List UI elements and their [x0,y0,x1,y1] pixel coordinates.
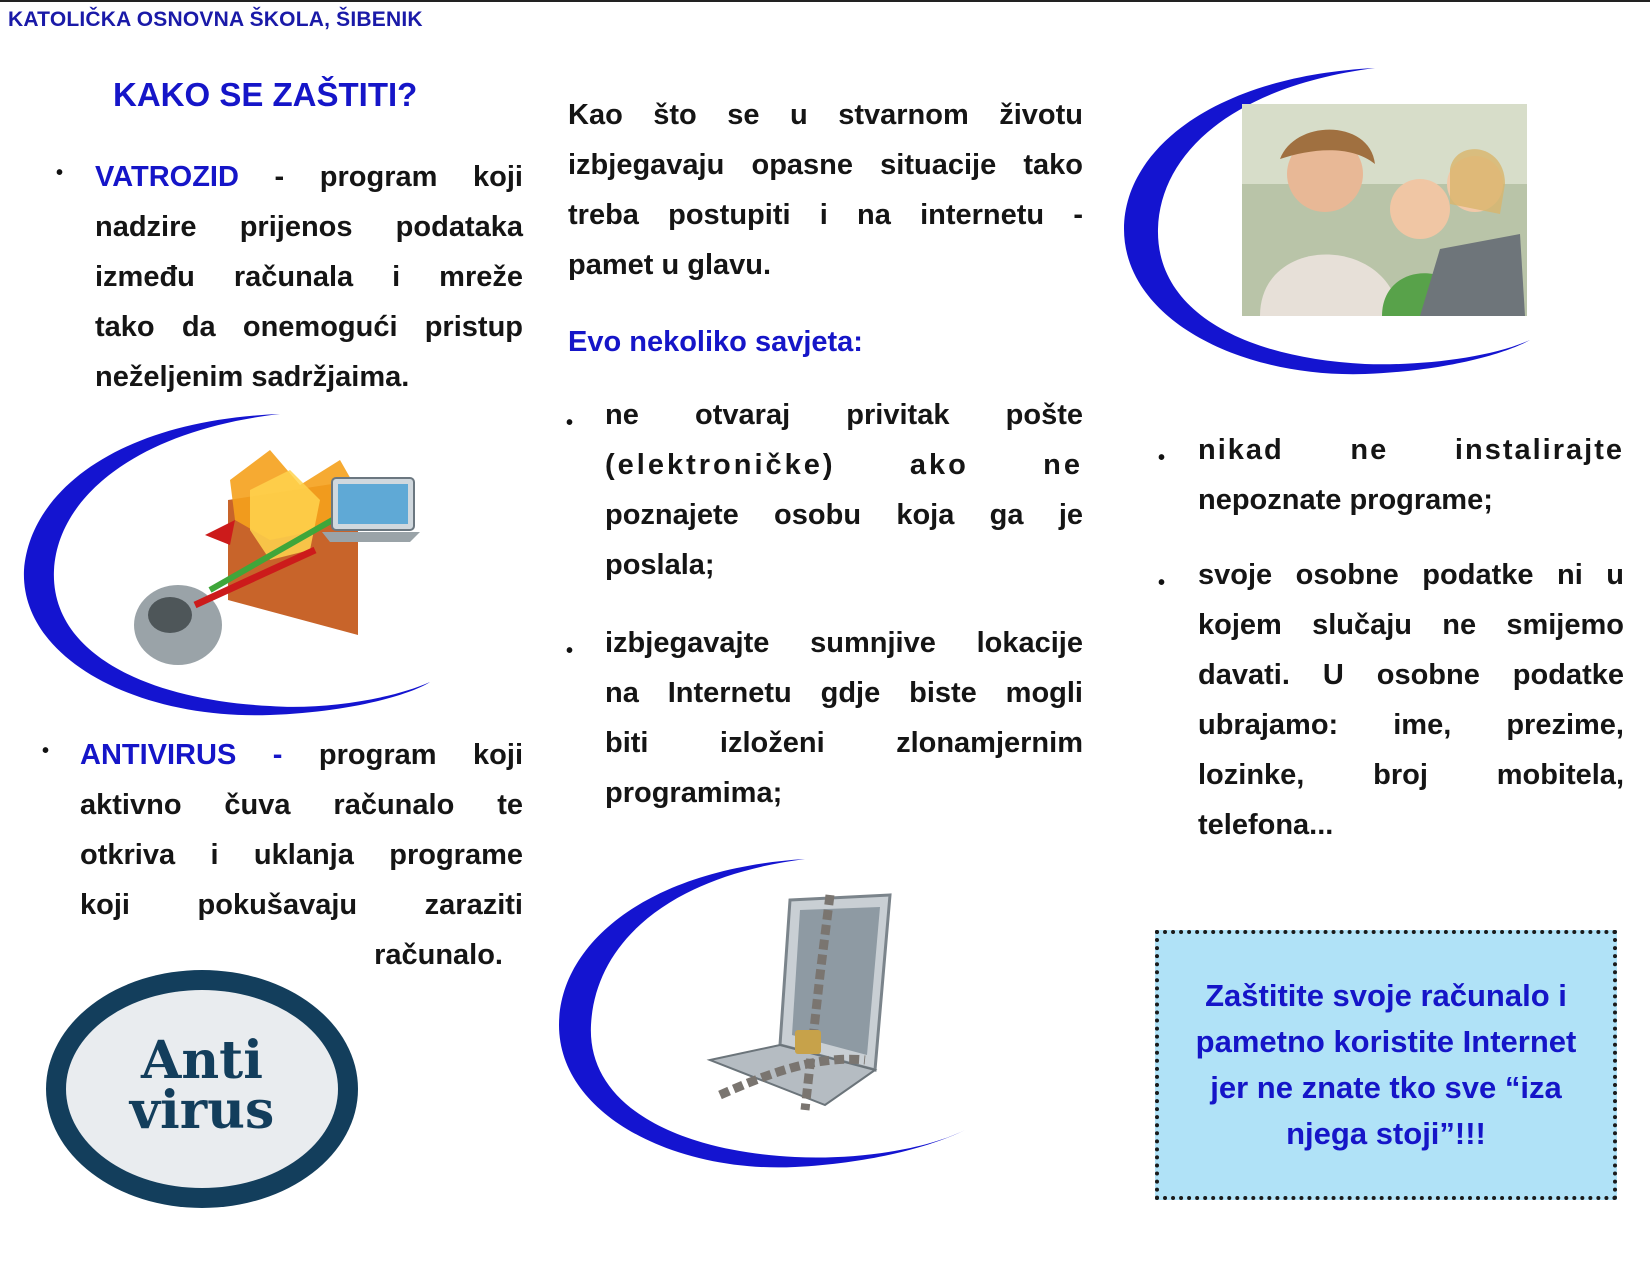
antivirus-line: aktivno čuva računalo te [80,789,523,821]
callout-box [1155,930,1617,1200]
top-rule [0,0,1650,2]
tip-line: nepoznate programe; [1198,484,1493,516]
tip-line: davati. U osobne podatke [1198,659,1624,691]
school-name: KATOLIČKA OSNOVNA ŠKOLA, ŠIBENIK [8,8,423,31]
bullet-dot: • [42,740,50,762]
tip-line: programima; [605,777,783,809]
tip-line: izbjegavajte sumnjive lokacije [605,627,1083,659]
intro-line: izbjegavaju opasne situacije tako [568,149,1083,181]
firewall-illustration [20,410,440,730]
antivirus-keyword: ANTIVIRUS - [80,739,283,771]
antivirus-logo-text: Anti virus [129,1030,275,1141]
bullet-dot: • [1158,447,1166,469]
bullet-dot: • [1158,572,1166,594]
tip-line: svoje osobne podatke ni u [1198,559,1624,591]
antivirus-line: otkriva i uklanja programe [80,839,523,871]
tip-line: ne otvaraj privitak pošte [605,399,1083,431]
padlock-icon [795,1030,821,1054]
tip-personal-data [1198,550,1624,850]
intro-line: Kao što se u stvarnom životu [568,99,1083,131]
tip-locations [605,618,1083,818]
firewall-line-1: VATROZID - program koji [95,161,523,193]
bullet-dot: • [56,162,64,184]
child-icon [1390,179,1450,239]
intro-text [568,90,1083,290]
intro-line: treba postupiti i na internetu - [568,199,1083,231]
tip-line: poznajete osobu koja ga je [605,499,1083,531]
callout-text: Zaštitite svoje računalo i pametno koristite Internet jer ne znate tko sve “iza njega stoji”!!! [1195,978,1577,1151]
tip-line: nikad ne instalirajte [1198,434,1624,466]
firewall-line: nadzire prijenos podataka [95,211,523,243]
bullet-dot: • [566,412,574,434]
antivirus-line: računalo. [374,939,503,971]
page-title: KAKO SE ZAŠTITI? [113,76,418,113]
tip-line: poslala; [605,549,715,581]
tip-attachment [605,390,1083,590]
tip-line: telefona... [1198,809,1334,841]
tip-line: lozinke, broj mobitela, [1198,759,1624,791]
antivirus-line: koji pokušavaju zaraziti [80,889,523,921]
bullet-dot: • [566,640,574,662]
family-photo [1120,64,1540,384]
intro-line: pamet u glavu. [568,249,772,281]
decorative-arc [24,414,430,715]
firewall-line: tako da onemogući pristup [95,311,523,343]
tip-line: (elektroničke) ako ne [605,449,1083,481]
tips-subheading: Evo nekoliko savjeta: [568,326,863,358]
tip-line: ubrajamo: ime, prezime, [1198,709,1624,741]
tip-line: na Internetu gdje biste mogli [605,677,1083,709]
tip-line: biti izloženi zlonamjernim [605,727,1083,759]
firewall-keyword: VATROZID [95,161,239,193]
firewall-line: neželjenim sadržjaima. [95,361,410,393]
firewall-description [95,152,523,402]
tip-line: kojem slučaju ne smijemo [1198,609,1624,641]
firewall-line: između računala i mreže [95,261,523,293]
chained-laptop-illustration [555,855,975,1175]
antivirus-line-1: ANTIVIRUS - program koji [80,739,524,771]
decorative-arc [559,859,965,1167]
antivirus-description [80,730,523,980]
tip-install [1198,425,1624,525]
